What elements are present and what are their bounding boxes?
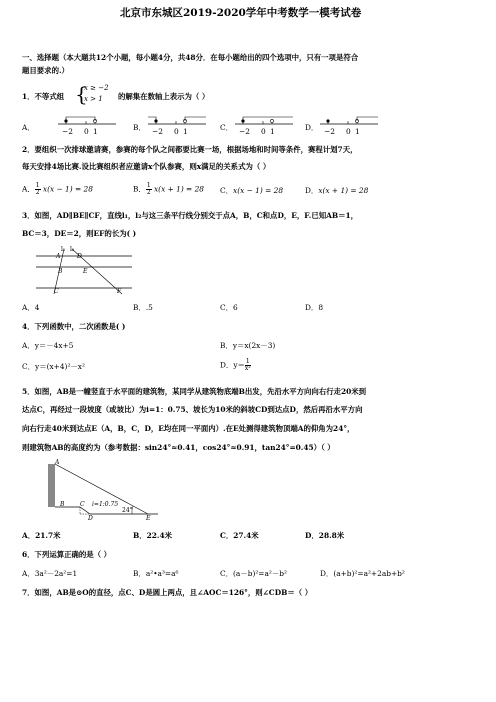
q6-option-a[interactable]: A．3a²－2a²=1 [22, 569, 78, 578]
q1-option-c-label: C． [220, 123, 234, 132]
q3-label-l1: l₁ [61, 246, 66, 253]
q2-line2: 每天安排4场比赛.设比赛组织者应邀请x个队参赛，则x满足的关系式为（ ） [22, 162, 271, 171]
q3-label-A: A [56, 253, 61, 260]
q2-c-expression: x(x − 1) = 28 [233, 186, 284, 195]
q3-label-C: C [54, 288, 59, 295]
q3-label-F: F [117, 288, 122, 295]
q1-c-tick-1: 1 [270, 127, 275, 136]
q1-stem-suffix: 的解集在数轴上表示为（ ） [118, 92, 210, 101]
q2-a-expression: x(x − 1) = 28 [42, 184, 93, 194]
q3-option-a[interactable]: A．4 [22, 303, 40, 312]
q1-option-a-label: A． [22, 123, 35, 132]
q4-option-b[interactable]: B．y＝x(2x－3) [220, 341, 276, 350]
q3-line1: 3．如图，AD∥BE∥CF，直线l₁，l₂与这三条平行线分别交于点A，B，C和点D，E，F.已知AB＝1， [22, 211, 359, 220]
q2-b-expression: x(x + 1) = 28 [154, 184, 205, 194]
q4-option-c[interactable]: C．y＝(x+4)²－x² [22, 362, 85, 371]
q5-option-a[interactable]: A．21.7米 [22, 531, 61, 540]
q4-d-numerator: 1 [245, 358, 250, 365]
q5-option-b[interactable]: B．22.4米 [133, 531, 173, 540]
q2-option-b[interactable] [133, 183, 204, 196]
q1-system-brace: { [75, 82, 88, 106]
q4-option-d[interactable] [220, 359, 251, 372]
q5-line2: 达点C，再经过一段坡度（或坡比）为i=1：0.75、坡长为10米的斜坡CD到达点D，然后再沿水平方向 [22, 405, 363, 414]
q4-stem: 4．下列函数中，二次函数是( ) [22, 322, 126, 331]
q2-d-expression: x(x + 1) = 28 [318, 186, 369, 195]
q1-option-d-label: D． [305, 123, 319, 132]
q3-line2: BC＝3，DE＝2，则EF的长为( ) [22, 229, 137, 238]
q5-label-C: C [80, 501, 85, 508]
q1-d-tick-1: 1 [355, 127, 360, 136]
q2-option-a[interactable] [22, 183, 93, 196]
q5-label-B: B [60, 501, 65, 508]
q5-line3: 向右行走40米到达点E（A，B，C，D，E均在同一平面内）.在E处测得建筑物顶端A的仰角为24°， [22, 424, 355, 433]
q2-b-denominator: 2 [146, 189, 151, 196]
q2-b-numerator: 1 [146, 182, 151, 189]
q3-option-c[interactable]: C．6 [220, 303, 238, 312]
q2-d-label: D． [305, 186, 319, 195]
q5-line4: 则建筑物AB的高度约为（参考数据：sin24°≈0.41，cos24°≈0.91，tan24°=0.45）（ ） [22, 443, 335, 452]
q5-label-E: E [146, 515, 151, 522]
section-heading-line2: 题目要求的.） [22, 66, 69, 75]
q1-stem-prefix: 1．不等式组 [22, 92, 65, 101]
q2-a-denominator: 2 [35, 189, 40, 196]
q6-option-d[interactable]: D．(a+b)²=a²+2ab+b² [320, 569, 405, 578]
q2-b-fraction [146, 183, 152, 196]
q2-a-fraction [35, 183, 41, 196]
q2-b-label: B． [133, 184, 146, 194]
q7-stem: 7．如图，AB是⊙O的直径，点C、D是圆上两点，且∠AOC＝126°，则∠CDB＝（ ） [22, 588, 313, 597]
q1-system-line1: x ≥ −2 [84, 84, 109, 92]
q1-c-tick-0: 0 [261, 127, 266, 136]
q2-option-c[interactable] [220, 186, 283, 195]
q2-a-numerator: 1 [35, 182, 40, 189]
q6-stem: 6．下列运算正确的是（ ） [22, 550, 112, 559]
q5-label-A: A [55, 459, 60, 466]
q2-line1: 2．要组织一次排球邀请赛，参赛的每个队之间都要比赛一场，根据场地和时间等条件，赛程计划7天， [22, 145, 358, 154]
q1-a-tick-1: 1 [93, 127, 98, 136]
q1-b-tick-0: 0 [174, 127, 179, 136]
q1-a-tick-0: 0 [84, 127, 89, 136]
q4-d-prefix: D．y＝ [220, 360, 245, 370]
q1-d-tick-0: 0 [346, 127, 351, 136]
q3-label-l2: l₂ [70, 246, 75, 253]
q5-label-D: D [88, 515, 93, 522]
q5-option-d[interactable]: D．28.8米 [305, 531, 345, 540]
q1-b-tick-neg2: −2 [152, 127, 163, 136]
page-title: 北京市东城区2019-2020学年中考数学一模考试卷 [120, 7, 362, 19]
q3-option-b[interactable]: B．.5 [133, 303, 153, 312]
q2-option-d[interactable] [305, 186, 368, 195]
q6-option-c[interactable]: C．(a－b)²=a²－b² [220, 569, 287, 578]
q4-option-a[interactable]: A．y＝－4x+5 [22, 341, 74, 350]
q1-d-tick-neg2: −2 [324, 127, 335, 136]
q1-system-line2: x > 1 [84, 95, 103, 103]
q4-d-denominator: x² [244, 365, 251, 372]
q4-d-fraction [245, 359, 251, 372]
q1-a-tick-neg2: −2 [62, 127, 73, 136]
q6-option-b[interactable]: B．a²•a³=a⁶ [133, 569, 179, 578]
q5-slope-label: i=1:0.75 [92, 501, 119, 508]
q5-line1: 5．如图，AB是一幢竖直于水平面的建筑物，某同学从建筑物底端B出发，先沿水平方向向右行走20米到 [22, 387, 367, 396]
q3-label-B: B [58, 268, 63, 275]
section-heading-line1: 一、选择题（本大题共12个小题，每小题4分，共48分．在每小题给出的四个选项中，只有一项是符合 [22, 53, 359, 62]
q5-angle-label: 24° [122, 507, 133, 514]
q3-option-d[interactable]: D．8 [305, 303, 324, 312]
q2-c-label: C． [220, 186, 234, 195]
q1-option-b-label: B． [133, 123, 146, 132]
q5-option-c[interactable]: C．27.4米 [220, 531, 259, 540]
q3-label-D: D [77, 253, 82, 260]
q1-c-tick-neg2: −2 [239, 127, 250, 136]
q2-a-label: A． [22, 184, 35, 194]
q3-label-E: E [83, 268, 88, 275]
q1-b-tick-1: 1 [183, 127, 188, 136]
